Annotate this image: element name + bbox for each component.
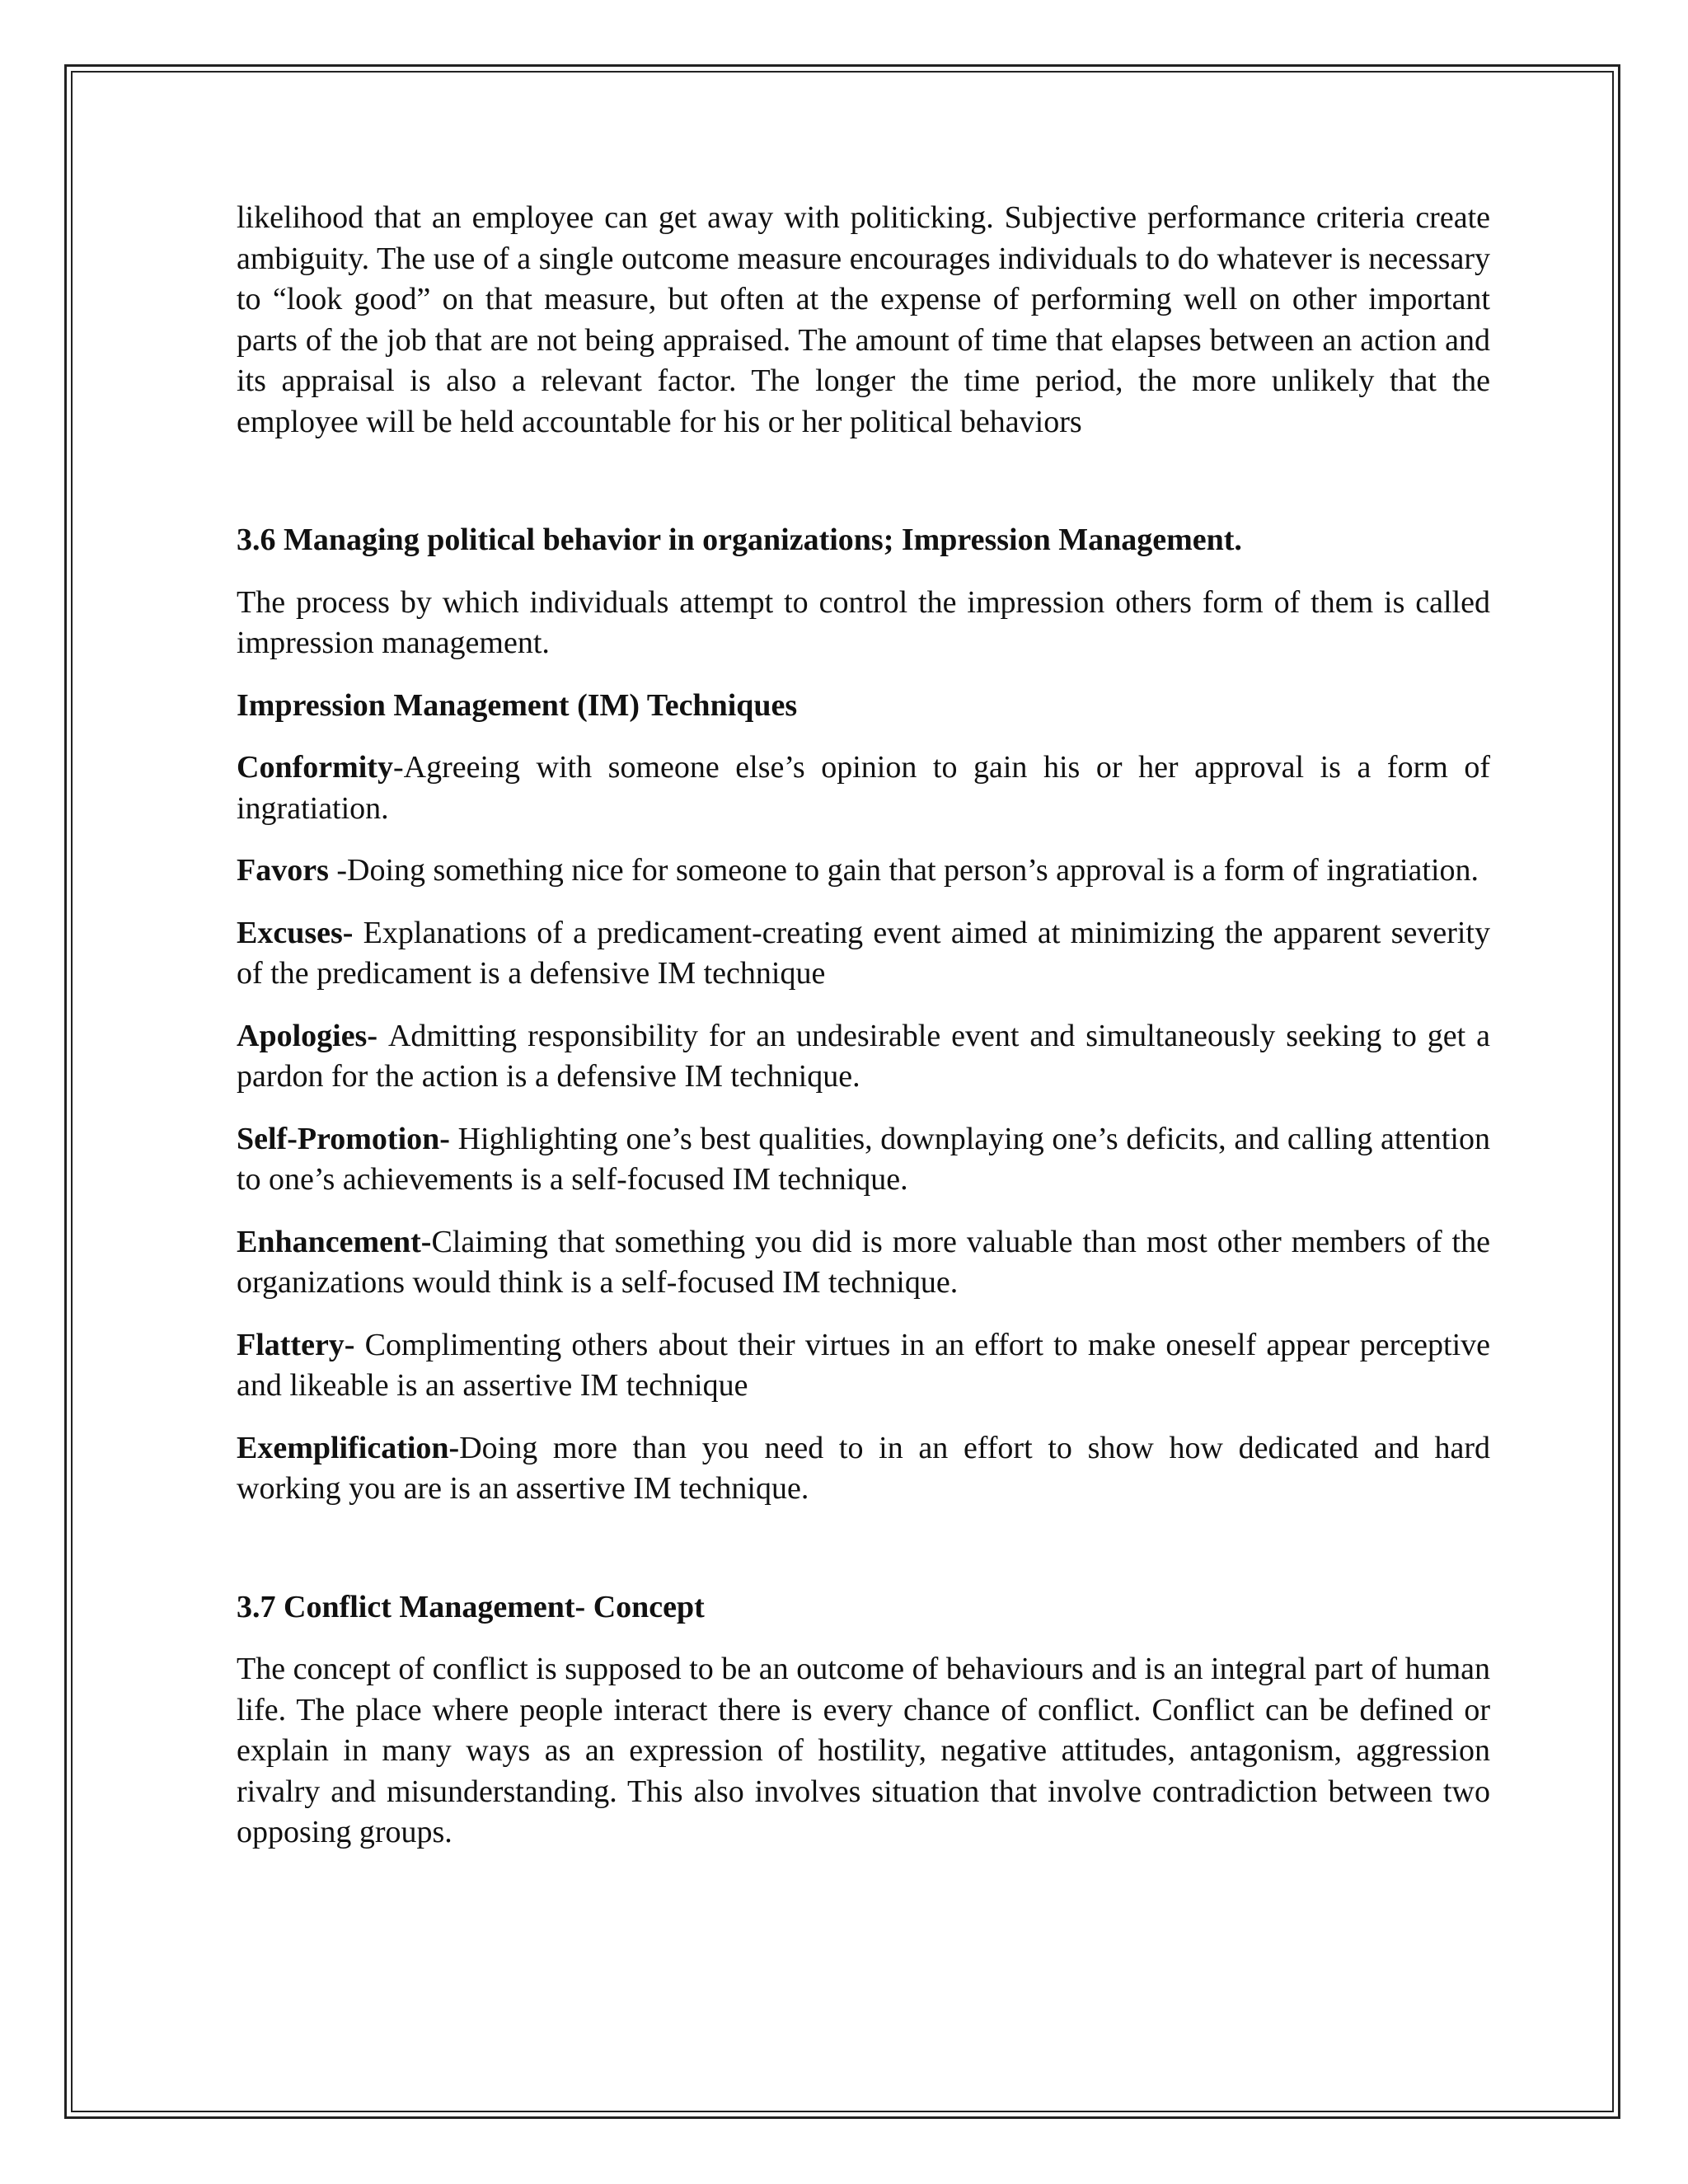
technique-text: -Agreeing with someone else’s opinion to gain his or her approval is a form of ingratiation. bbox=[237, 750, 1490, 826]
technique-term: Apologies- bbox=[237, 1018, 388, 1053]
technique-term: Conformity bbox=[237, 750, 393, 785]
technique-term: Enhancement- bbox=[237, 1224, 432, 1259]
technique-text: Explanations of a predicament-creating event aimed at minimizing the apparent severity of the predicament is a defensive IM technique bbox=[237, 915, 1490, 991]
impression-management-definition: The process by which individuals attempt to control the impression others form of them is called impression management. bbox=[237, 584, 1490, 660]
technique-excuses bbox=[237, 913, 1490, 995]
technique-enhancement bbox=[237, 1222, 1490, 1304]
technique-term: Exemplification- bbox=[237, 1430, 460, 1465]
technique-term: Favors bbox=[237, 853, 337, 888]
technique-text: Claiming that something you did is more valuable than most other members of the organizations would think is a self-focused IM technique. bbox=[237, 1224, 1490, 1300]
technique-favors bbox=[237, 851, 1490, 892]
intro-paragraph: likelihood that an employee can get away with politicking. Subjective performance criteria create ambiguity. The use of a single outcome measure encourages individuals to do whatever is necessary to “look good” on that measure, but often at the expense of performing well on other important parts of the job that are not being appraised. The amount of time that elapses between an action and its appraisal is also a relevant factor. The longer the time period, the more unlikely that the employee will be held accountable for his or her political behaviors bbox=[237, 200, 1490, 439]
technique-term: Excuses- bbox=[237, 915, 363, 950]
technique-term: Self-Promotion- bbox=[237, 1121, 458, 1156]
technique-term: Flattery- bbox=[237, 1327, 365, 1362]
page-content bbox=[237, 198, 1490, 1875]
conflict-concept-paragraph: The concept of conflict is supposed to be an outcome of behaviours and is an integral part of human life. The place where people interact there is every chance of conflict. Conflict can be defined or explain in many ways as an expression of hostility, negative attitudes, antagonism, aggression rivalry and misunderstanding. This also involves situation that involve contradiction between two opposing groups. bbox=[237, 1652, 1490, 1849]
technique-apologies bbox=[237, 1016, 1490, 1098]
section-3-7-heading: 3.7 Conflict Management- Concept bbox=[237, 1589, 705, 1624]
technique-exemplification bbox=[237, 1428, 1490, 1510]
technique-conformity bbox=[237, 748, 1490, 829]
section-3-6-heading: 3.6 Managing political behavior in organizations; Impression Management. bbox=[237, 523, 1242, 557]
technique-text: Doing more than you need to in an effort to show how dedicated and hard working you are is an assertive IM technique. bbox=[237, 1430, 1490, 1506]
technique-flattery bbox=[237, 1325, 1490, 1407]
technique-text: Highlighting one’s best qualities, downplaying one’s deficits, and calling attention to one’s achievements is a self-focused IM technique. bbox=[237, 1121, 1490, 1197]
technique-text: -Doing something nice for someone to gain that person’s approval is a form of ingratiation. bbox=[336, 853, 1479, 888]
technique-self-promotion bbox=[237, 1119, 1490, 1201]
technique-text: Complimenting others about their virtues in an effort to make oneself appear perceptive and likeable is an assertive IM technique bbox=[237, 1327, 1490, 1403]
im-techniques-subheading: Impression Management (IM) Techniques bbox=[237, 687, 798, 723]
technique-text: Admitting responsibility for an undesirable event and simultaneously seeking to get a pardon for the action is a defensive IM technique. bbox=[237, 1018, 1491, 1094]
